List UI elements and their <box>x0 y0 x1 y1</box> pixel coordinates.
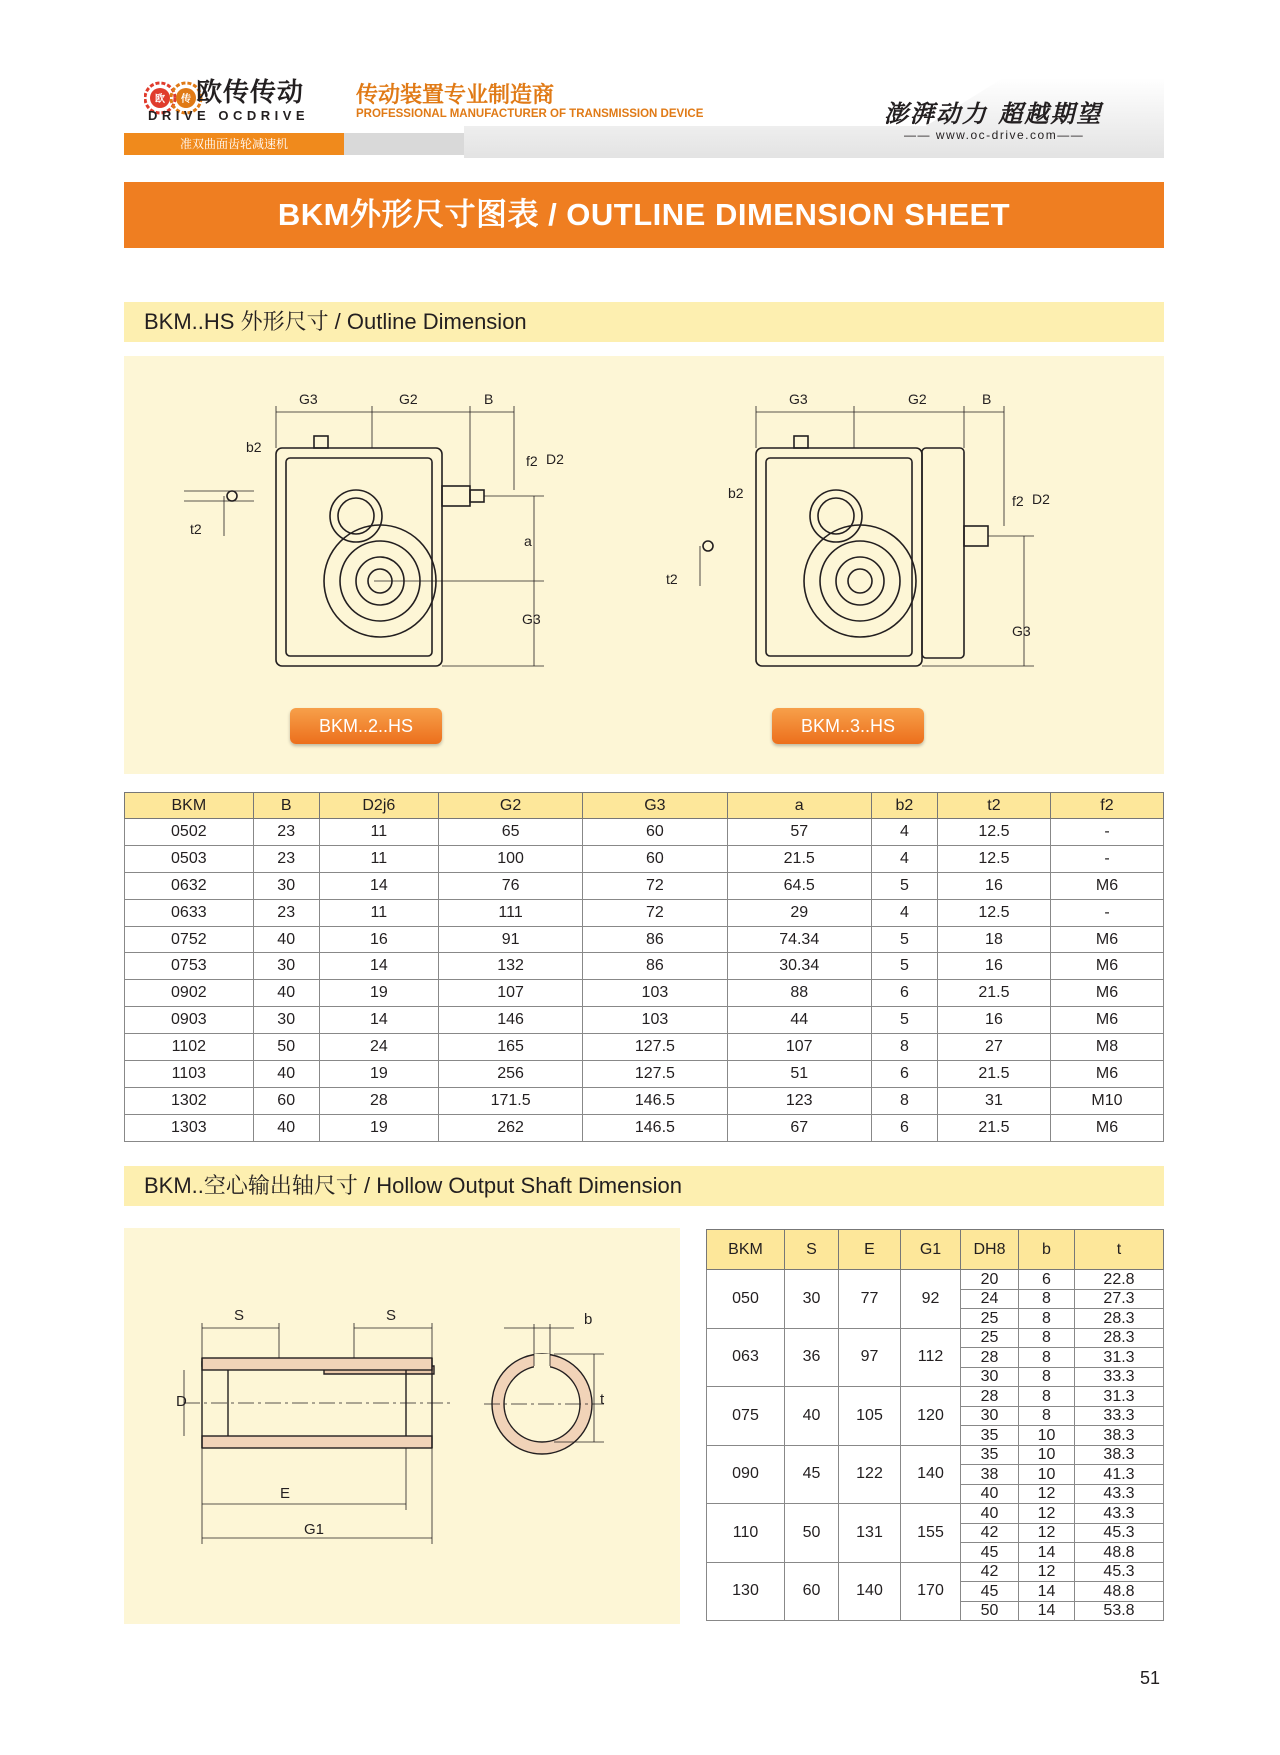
table-cell: 0633 <box>125 899 254 926</box>
outline-table-body <box>125 819 1164 1142</box>
col-a: a <box>727 793 871 819</box>
table-cell: 45.3 <box>1075 1562 1164 1582</box>
table-cell: 11 <box>319 899 438 926</box>
table-cell: 19 <box>319 1114 438 1141</box>
table-cell: 31.3 <box>1075 1387 1164 1407</box>
table-cell: 10 <box>1019 1445 1075 1465</box>
dim2-label-d2: D2 <box>1032 491 1050 507</box>
table-cell: 33.3 <box>1075 1367 1164 1387</box>
header-sub-band <box>344 133 464 155</box>
table-cell: 40 <box>253 980 319 1007</box>
table-cell: 64.5 <box>727 872 871 899</box>
brand-name-en: DRIVE OCDRIVE <box>148 108 310 123</box>
table-cell: 12 <box>1019 1504 1075 1524</box>
table-cell: 24 <box>319 1034 438 1061</box>
table-cell: 14 <box>319 872 438 899</box>
table-cell: 25 <box>961 1328 1019 1348</box>
table-row <box>125 872 1164 899</box>
table-cell: 86 <box>583 926 727 953</box>
table-cell: 5 <box>871 953 937 980</box>
table-cell: 14 <box>1019 1582 1075 1602</box>
hollow-label-t: t <box>600 1391 605 1408</box>
dim2-label-t2: t2 <box>666 571 678 587</box>
table-row <box>125 1114 1164 1141</box>
group-cell-e: 77 <box>839 1270 901 1329</box>
table-cell: 35 <box>961 1445 1019 1465</box>
table-row <box>125 845 1164 872</box>
table-cell: 38.3 <box>1075 1445 1164 1465</box>
table-cell: 0503 <box>125 845 254 872</box>
table-row <box>707 1387 1164 1407</box>
table-cell: 4 <box>871 845 937 872</box>
table-row <box>125 953 1164 980</box>
table-cell: 146 <box>438 1007 582 1034</box>
table-cell: 48.8 <box>1075 1582 1164 1602</box>
table-row <box>125 926 1164 953</box>
table-cell: 6 <box>871 980 937 1007</box>
table-cell: 40 <box>961 1504 1019 1524</box>
hollow-shaft-table <box>706 1229 1164 1621</box>
table-cell: 60 <box>583 845 727 872</box>
slogan: 澎湃动力 超越期望 <box>884 99 1103 128</box>
table-cell: 12.5 <box>937 819 1050 846</box>
group-cell-s: 36 <box>785 1328 839 1387</box>
col-bkm: BKM <box>125 793 254 819</box>
table-cell: M8 <box>1050 1034 1163 1061</box>
table-header-row <box>125 793 1164 819</box>
group-cell-e: 97 <box>839 1328 901 1387</box>
hollow-table-body <box>707 1270 1164 1621</box>
logo-mark-right: 传 <box>181 94 191 105</box>
section-title-outline: BKM..HS 外形尺寸 / Outline Dimension <box>124 302 1164 342</box>
group-cell-g1: 170 <box>901 1562 961 1621</box>
dim-label-a: a <box>524 533 532 549</box>
table-cell: 86 <box>583 953 727 980</box>
table-cell: 8 <box>871 1034 937 1061</box>
table-cell: 262 <box>438 1114 582 1141</box>
group-cell-s: 60 <box>785 1562 839 1621</box>
dim-label-t2: t2 <box>190 521 202 537</box>
table-cell: 31.3 <box>1075 1348 1164 1368</box>
table-cell: 21.5 <box>937 1061 1050 1088</box>
table-cell: 0902 <box>125 980 254 1007</box>
group-cell-g1: 92 <box>901 1270 961 1329</box>
table-cell: 107 <box>438 980 582 1007</box>
table-cell: 1303 <box>125 1114 254 1141</box>
col-e: E <box>839 1230 901 1270</box>
table-cell: M6 <box>1050 926 1163 953</box>
table-cell: 1302 <box>125 1087 254 1114</box>
table-cell: 38 <box>961 1465 1019 1485</box>
table-cell: 132 <box>438 953 582 980</box>
table-cell: 40 <box>253 926 319 953</box>
col-b: b <box>1019 1230 1075 1270</box>
table-cell: 31 <box>937 1087 1050 1114</box>
hollow-shaft-panel <box>124 1228 680 1624</box>
table-row <box>707 1270 1164 1290</box>
table-header-row <box>707 1230 1164 1270</box>
page-header <box>124 78 1164 158</box>
table-cell: 171.5 <box>438 1087 582 1114</box>
col-g1: G1 <box>901 1230 961 1270</box>
table-cell: 12 <box>1019 1562 1075 1582</box>
table-cell: 6 <box>871 1061 937 1088</box>
website: —— www.oc-drive.com—— <box>904 128 1085 142</box>
table-row <box>125 1087 1164 1114</box>
dim-label-d2: D2 <box>546 451 564 467</box>
table-cell: M6 <box>1050 872 1163 899</box>
table-cell: 8 <box>871 1087 937 1114</box>
table-cell: 8 <box>1019 1367 1075 1387</box>
group-cell-s: 30 <box>785 1270 839 1329</box>
hollow-label-e: E <box>280 1485 291 1502</box>
table-cell: 23 <box>253 819 319 846</box>
table-cell: M6 <box>1050 1007 1163 1034</box>
product-label: 准双曲面齿轮减速机 <box>124 133 344 155</box>
table-cell: 20 <box>961 1270 1019 1290</box>
table-row <box>707 1445 1164 1465</box>
dim-label-b2: b2 <box>246 439 262 455</box>
table-cell: 100 <box>438 845 582 872</box>
table-cell: 8 <box>1019 1289 1075 1309</box>
table-cell: 41.3 <box>1075 1465 1164 1485</box>
group-cell-bkm: 063 <box>707 1328 785 1387</box>
table-row <box>125 1061 1164 1088</box>
table-cell: 14 <box>1019 1543 1075 1563</box>
table-cell: M6 <box>1050 1114 1163 1141</box>
section-title-hollow: BKM..空心输出轴尺寸 / Hollow Output Shaft Dimension <box>124 1166 1164 1206</box>
table-row <box>707 1562 1164 1582</box>
table-cell: 8 <box>1019 1406 1075 1426</box>
table-cell: 1103 <box>125 1061 254 1088</box>
table-cell: 10 <box>1019 1465 1075 1485</box>
col-d2j6: D2j6 <box>319 793 438 819</box>
group-cell-g1: 155 <box>901 1504 961 1563</box>
table-cell: 72 <box>583 872 727 899</box>
table-cell: - <box>1050 845 1163 872</box>
table-cell: 38.3 <box>1075 1426 1164 1446</box>
hollow-label-d: D <box>176 1393 187 1410</box>
table-cell: 27.3 <box>1075 1289 1164 1309</box>
table-cell: 12 <box>1019 1484 1075 1504</box>
table-cell: 12.5 <box>937 845 1050 872</box>
hollow-label-b: b <box>584 1311 593 1328</box>
group-cell-bkm: 075 <box>707 1387 785 1446</box>
dim-label-g2: G2 <box>399 391 418 407</box>
table-cell: 28 <box>319 1087 438 1114</box>
table-cell: 8 <box>1019 1348 1075 1368</box>
table-cell: 44 <box>727 1007 871 1034</box>
group-cell-bkm: 130 <box>707 1562 785 1621</box>
table-cell: 30.34 <box>727 953 871 980</box>
group-cell-e: 122 <box>839 1445 901 1504</box>
table-cell: 11 <box>319 819 438 846</box>
col-t: t <box>1075 1230 1164 1270</box>
group-cell-g1: 120 <box>901 1387 961 1446</box>
group-cell-bkm: 050 <box>707 1270 785 1329</box>
table-cell: 40 <box>253 1114 319 1141</box>
table-cell: 256 <box>438 1061 582 1088</box>
table-cell: 111 <box>438 899 582 926</box>
table-cell: 57 <box>727 819 871 846</box>
table-cell: 30 <box>253 872 319 899</box>
table-cell: 127.5 <box>583 1061 727 1088</box>
table-cell: 35 <box>961 1426 1019 1446</box>
group-cell-s: 40 <box>785 1387 839 1446</box>
col-b: B <box>253 793 319 819</box>
table-row <box>125 819 1164 846</box>
table-cell: 146.5 <box>583 1087 727 1114</box>
table-cell: 123 <box>727 1087 871 1114</box>
table-cell: 146.5 <box>583 1114 727 1141</box>
table-cell: 165 <box>438 1034 582 1061</box>
table-cell: 48.8 <box>1075 1543 1164 1563</box>
table-cell: 14 <box>319 1007 438 1034</box>
table-row <box>125 899 1164 926</box>
table-cell: 18 <box>937 926 1050 953</box>
table-cell: 4 <box>871 899 937 926</box>
table-cell: 19 <box>319 980 438 1007</box>
table-cell: 30 <box>961 1406 1019 1426</box>
table-cell: M6 <box>1050 953 1163 980</box>
group-cell-e: 140 <box>839 1562 901 1621</box>
drawing1-label: BKM..2..HS <box>290 708 442 744</box>
table-cell: 5 <box>871 1007 937 1034</box>
table-cell: 107 <box>727 1034 871 1061</box>
table-cell: 21.5 <box>727 845 871 872</box>
table-cell: 8 <box>1019 1387 1075 1407</box>
dim2-label-g2: G2 <box>908 391 927 407</box>
table-cell: 67 <box>727 1114 871 1141</box>
group-cell-s: 45 <box>785 1445 839 1504</box>
table-cell: 42 <box>961 1523 1019 1543</box>
table-cell: 12 <box>1019 1523 1075 1543</box>
col-t2: t2 <box>937 793 1050 819</box>
table-cell: 45.3 <box>1075 1523 1164 1543</box>
table-cell: 51 <box>727 1061 871 1088</box>
col-g3: G3 <box>583 793 727 819</box>
table-cell: 40 <box>961 1484 1019 1504</box>
col-s: S <box>785 1230 839 1270</box>
table-cell: 60 <box>583 819 727 846</box>
col-f2: f2 <box>1050 793 1163 819</box>
table-cell: M10 <box>1050 1087 1163 1114</box>
outline-drawings <box>124 356 1164 774</box>
table-cell: 30 <box>961 1367 1019 1387</box>
table-cell: 76 <box>438 872 582 899</box>
table-row <box>125 980 1164 1007</box>
table-cell: 65 <box>438 819 582 846</box>
table-cell: 28.3 <box>1075 1328 1164 1348</box>
tagline-en: PROFESSIONAL MANUFACTURER OF TRANSMISSION DEVICE <box>356 108 704 120</box>
dim-label-b: B <box>484 391 494 407</box>
table-cell: 30 <box>253 1007 319 1034</box>
tagline-cn: 传动装置专业制造商 <box>356 82 555 107</box>
table-cell: 1102 <box>125 1034 254 1061</box>
group-cell-g1: 112 <box>901 1328 961 1387</box>
table-cell: 24 <box>961 1289 1019 1309</box>
page-title: BKM外形尺寸图表 / OUTLINE DIMENSION SHEET <box>124 182 1164 248</box>
table-cell: 8 <box>1019 1309 1075 1329</box>
table-cell: 72 <box>583 899 727 926</box>
table-cell: 74.34 <box>727 926 871 953</box>
dim2-label-b2: b2 <box>728 485 744 501</box>
table-cell: 0752 <box>125 926 254 953</box>
table-cell: 8 <box>1019 1328 1075 1348</box>
table-cell: 19 <box>319 1061 438 1088</box>
table-cell: 16 <box>937 1007 1050 1034</box>
dim2-label-g3-vertical: G3 <box>1012 623 1031 639</box>
table-cell: 28 <box>961 1348 1019 1368</box>
dim2-label-g3: G3 <box>789 391 808 407</box>
table-cell: 127.5 <box>583 1034 727 1061</box>
dim-label-f2: f2 <box>526 453 538 469</box>
hollow-label-s2: S <box>386 1307 397 1324</box>
table-cell: 45 <box>961 1543 1019 1563</box>
table-cell: 28 <box>961 1387 1019 1407</box>
hollow-label-g1: G1 <box>304 1521 325 1538</box>
table-cell: M6 <box>1050 980 1163 1007</box>
table-cell: 16 <box>937 872 1050 899</box>
page-number: 51 <box>1140 1668 1161 1688</box>
table-cell: 14 <box>319 953 438 980</box>
table-cell: 30 <box>253 953 319 980</box>
group-cell-e: 131 <box>839 1504 901 1563</box>
dim-label-g3-vertical: G3 <box>522 611 541 627</box>
table-cell: 12.5 <box>937 899 1050 926</box>
table-cell: 5 <box>871 926 937 953</box>
table-cell: 10 <box>1019 1426 1075 1446</box>
table-cell: 11 <box>319 845 438 872</box>
table-cell: 0632 <box>125 872 254 899</box>
table-cell: 21.5 <box>937 980 1050 1007</box>
table-cell: 42 <box>961 1562 1019 1582</box>
table-cell: 103 <box>583 980 727 1007</box>
table-cell: 91 <box>438 926 582 953</box>
table-cell: 103 <box>583 1007 727 1034</box>
table-cell: 29 <box>727 899 871 926</box>
table-cell: 43.3 <box>1075 1484 1164 1504</box>
table-cell: 6 <box>1019 1270 1075 1290</box>
table-cell: 43.3 <box>1075 1504 1164 1524</box>
hollow-shaft-drawing <box>124 1228 680 1624</box>
table-cell: 40 <box>253 1061 319 1088</box>
group-cell-e: 105 <box>839 1387 901 1446</box>
table-cell: 21.5 <box>937 1114 1050 1141</box>
outline-dimension-table <box>124 792 1164 1142</box>
table-cell: 14 <box>1019 1601 1075 1621</box>
group-cell-g1: 140 <box>901 1445 961 1504</box>
dim2-label-f2: f2 <box>1012 493 1024 509</box>
table-row <box>707 1504 1164 1524</box>
group-cell-bkm: 110 <box>707 1504 785 1563</box>
table-row <box>707 1328 1164 1348</box>
table-cell: 16 <box>937 953 1050 980</box>
table-cell: 0753 <box>125 953 254 980</box>
table-cell: 25 <box>961 1309 1019 1329</box>
table-cell: 22.8 <box>1075 1270 1164 1290</box>
drawing2-label: BKM..3..HS <box>772 708 924 744</box>
table-cell: 27 <box>937 1034 1050 1061</box>
table-cell: - <box>1050 899 1163 926</box>
dim2-label-b: B <box>982 391 992 407</box>
table-cell: 6 <box>871 1114 937 1141</box>
table-cell: 53.8 <box>1075 1601 1164 1621</box>
table-cell: 5 <box>871 872 937 899</box>
hollow-label-s1: S <box>234 1307 245 1324</box>
table-cell: 16 <box>319 926 438 953</box>
table-cell: M6 <box>1050 1061 1163 1088</box>
outline-drawing-panel <box>124 356 1164 774</box>
group-cell-bkm: 090 <box>707 1445 785 1504</box>
table-cell: 23 <box>253 899 319 926</box>
table-cell: 0502 <box>125 819 254 846</box>
col-g2: G2 <box>438 793 582 819</box>
col-bkm: BKM <box>707 1230 785 1270</box>
table-cell: 4 <box>871 819 937 846</box>
logo-mark-left: 欧 <box>155 94 165 105</box>
table-cell: 45 <box>961 1582 1019 1602</box>
table-row <box>125 1007 1164 1034</box>
table-row <box>125 1034 1164 1061</box>
dim-label-g3: G3 <box>299 391 318 407</box>
col-b2: b2 <box>871 793 937 819</box>
table-cell: 33.3 <box>1075 1406 1164 1426</box>
col-dh8: DH8 <box>961 1230 1019 1270</box>
table-cell: 0903 <box>125 1007 254 1034</box>
table-cell: 60 <box>253 1087 319 1114</box>
table-cell: 23 <box>253 845 319 872</box>
table-cell: - <box>1050 819 1163 846</box>
table-cell: 88 <box>727 980 871 1007</box>
table-cell: 50 <box>961 1601 1019 1621</box>
brand-name-cn: 欧传传动 <box>196 77 305 107</box>
table-cell: 28.3 <box>1075 1309 1164 1329</box>
table-cell: 50 <box>253 1034 319 1061</box>
group-cell-s: 50 <box>785 1504 839 1563</box>
